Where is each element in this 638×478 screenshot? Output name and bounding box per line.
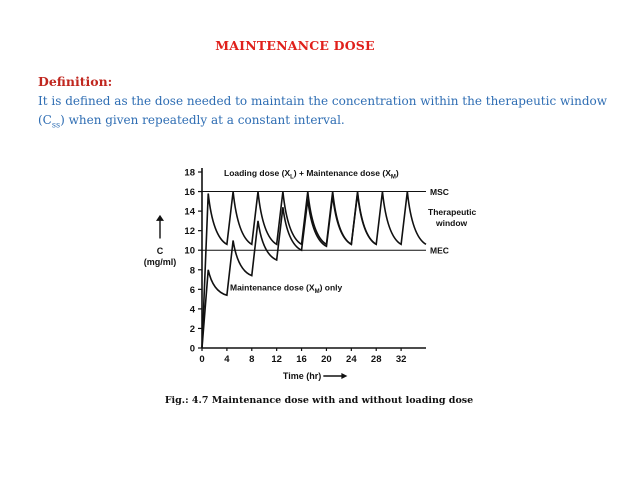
definition-line-2 [38,111,618,134]
x-tick-label: 8 [249,354,255,365]
y-axis-unit-label: (mg/ml) [143,256,177,267]
reference-label-mec: MEC [430,245,449,256]
therapeutic-window-label: Therapeutic [428,207,477,218]
y-tick-label: 12 [184,226,195,238]
x-tick-label: 32 [395,354,407,365]
page-title: MAINTENANCE DOSE [215,38,375,53]
loading-dose-series-label: Loading dose $(X_L)$ + Maintenance dose $(X_M)$ [224,167,399,181]
x-tick-label: 12 [271,354,282,365]
x-tick-label: 0 [199,354,205,365]
y-tick-label: 4 [189,304,195,316]
y-tick-label: 2 [189,323,195,335]
y-tick-label: 0 [189,343,195,355]
x-axis-label: Time (hr) [282,371,322,381]
figure-caption: Fig.: 4.7 Maintenance dose with and without loading dose [164,395,474,406]
x-tick-label: 24 [346,354,357,365]
definition-line-2-suffix: ) when given repeatedly at a constant interval. [60,113,345,127]
y-tick-label: 8 [189,265,195,277]
definition-line-2-prefix: (C [38,113,52,127]
x-axis-arrow-head [341,373,347,379]
pk-figure [140,150,480,394]
x-tick-label: 28 [370,354,382,365]
maintenance-only-series-label: Maintenance dose $(X_M)$ only [230,282,343,295]
definition-text [38,92,618,134]
maintenance-only-curve [202,194,376,348]
y-tick-label: 16 [184,187,195,199]
y-axis-arrow-head [156,215,164,221]
y-axis-label: C [156,246,164,257]
y-tick-label: 18 [184,167,195,179]
x-tick-label: 20 [321,354,332,365]
y-tick-label: 14 [184,206,195,218]
concentration-time-chart [140,150,480,390]
definition-heading: Definition: [38,74,113,89]
x-tick-label: 4 [224,354,230,365]
x-tick-label: 16 [296,354,307,365]
definition-line-1: It is defined as the dose needed to maintain the concentration within the therapeutic window [38,94,608,108]
loading-plus-maintenance-curve [202,192,426,348]
y-tick-label: 10 [184,245,195,257]
y-tick-label: 6 [189,284,195,296]
definition-subscript: ss [51,120,61,130]
reference-label-msc: MSC [430,187,449,198]
therapeutic-window-label-line2: window [436,217,468,228]
